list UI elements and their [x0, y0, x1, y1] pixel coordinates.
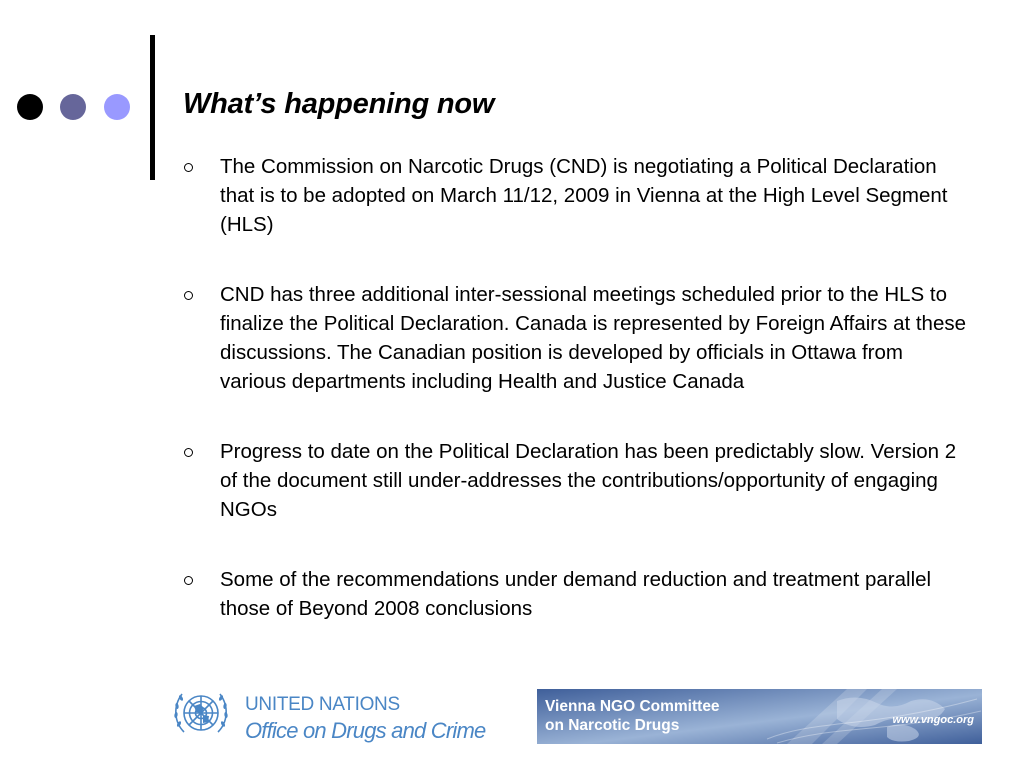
- un-emblem-icon: [170, 684, 232, 742]
- bullet-item: [183, 152, 973, 239]
- title-divider: [150, 35, 155, 180]
- decorative-dot-slate: [60, 94, 86, 120]
- vngoc-banner: [537, 689, 982, 744]
- bullet-list: [183, 152, 973, 664]
- bullet-text: Progress to date on the Political Declaration has been predictably slow. Version 2 of the document still under-addresses the contributions/opportunity of engaging NGOs: [220, 440, 957, 521]
- bullet-item: [183, 280, 973, 396]
- decorative-dot-lavender: [104, 94, 130, 120]
- slide-title: What’s happening now: [183, 88, 495, 120]
- bullet-text: The Commission on Narcotic Drugs (CND) is negotiating a Political Declaration that is to be adopted on March 11/12, 2009 in Vienna at the High Level Segment (HLS): [220, 155, 948, 236]
- bullet-text: Some of the recommendations under demand reduction and treatment parallel those of Beyond 2008 conclusions: [220, 568, 932, 620]
- decorative-dot-black: [17, 94, 43, 120]
- vngoc-name: Vienna NGO Committee on Narcotic Drugs: [545, 698, 720, 734]
- bullet-circle-icon: [184, 291, 193, 300]
- unodc-line-1: UNITED NATIONS: [245, 694, 400, 715]
- unodc-logo: [170, 684, 500, 746]
- vngoc-url: www.vngoc.org: [892, 714, 974, 726]
- bullet-circle-icon: [184, 163, 193, 172]
- bullet-item: [183, 437, 973, 524]
- bullet-circle-icon: [184, 576, 193, 585]
- bullet-item: [183, 565, 973, 623]
- bullet-text: CND has three additional inter-sessional meetings scheduled prior to the HLS to finalize the Political Declaration. Canada is represented by Foreign Affairs at these discussions. The Canadian position is developed by officials in Ottawa from various departments including Health and Justice Canada: [220, 283, 967, 393]
- bullet-circle-icon: [184, 448, 193, 457]
- unodc-line-2: Office on Drugs and Crime: [245, 718, 486, 743]
